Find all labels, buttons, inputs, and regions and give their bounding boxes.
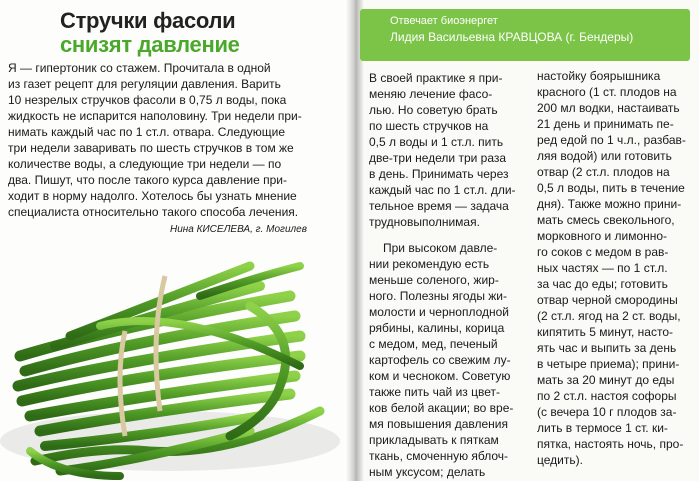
answer-line: го соков с медом в рав-	[537, 245, 669, 259]
letter-line: жидкость не испарится наполовину. Три недели при-	[8, 109, 302, 123]
answer-column-2	[537, 68, 689, 468]
answer-line: в четыре приема); прини-	[537, 357, 680, 371]
letter-line: специалиста относительно такого способа лечения.	[8, 205, 299, 219]
answer-line: ным уксусом; делать	[369, 465, 486, 479]
answer-line: картофель со свежим лу-	[369, 353, 511, 367]
answer-line: мя повышения давления	[369, 417, 508, 431]
answer-line: ков белой акации; во вре-	[369, 401, 514, 415]
page-gutter	[346, 0, 364, 481]
answer-line: лить в термосе 1 ст. ки-	[537, 421, 668, 435]
answer-line: ред едой по 1 ч.л., разбав-	[537, 133, 686, 147]
answer-line: молости и черноплодной	[369, 305, 509, 319]
letter-signature: Нина КИСЕЛЕВА, г. Могилев	[170, 224, 307, 235]
green-beans-photo	[0, 236, 345, 481]
answer-line: ком и чесноком. Советую	[369, 369, 511, 383]
answer-line: пятка, настоять ночь, про-	[537, 437, 684, 451]
answer-line: меняю лечение фасо-	[369, 87, 493, 101]
answer-line: мать смесь свекольного,	[537, 213, 675, 227]
answer-line: (с вечера 10 г плодов за-	[537, 405, 677, 419]
answer-line: дня). Также можно прини-	[537, 197, 682, 211]
answer-line: прикладывать к пяткам	[369, 433, 499, 447]
answer-line: ных частях — по 1 ст.л.	[537, 261, 668, 275]
letter-line: два. Пишут, что после такого курса давление при-	[8, 173, 287, 187]
letter-line: Я — гипертоник со стажем. Прочитала в одной	[8, 61, 271, 75]
answer-line: рябины, калины, корица	[369, 321, 505, 335]
answer-column-1	[369, 70, 521, 480]
answer-line: также пить чай из цвет-	[369, 385, 500, 399]
expert-name: Лидия Васильевна КРАВЦОВА (г. Бендеры)	[390, 30, 634, 44]
answer-line: (2 ст.л. ягод на 2 ст. воды,	[537, 309, 681, 323]
answer-line: 21 день и принимать пе-	[537, 117, 674, 131]
answer-line: 0,5 л воды, пить в течение	[537, 181, 685, 195]
answer-line: в день. Принимать через	[369, 167, 509, 181]
answer-line: по шесть стручков на	[369, 119, 489, 133]
answer-line: отвар черной смородины	[537, 293, 678, 307]
answer-line: за час до еды; готовить	[537, 277, 668, 291]
letter-line: 10 незрелых стручков фасоли в 0,75 л воды, пока	[8, 93, 287, 107]
answer-line: ять час и выпить за день	[537, 341, 677, 355]
answer-line: ного. Полезны ягоды жи-	[369, 289, 507, 303]
article-title-line1: Стручки фасоли	[60, 8, 236, 33]
letter-line: из газет рецепт для регуляции давления. Варить	[8, 77, 281, 91]
letter-line: нимать каждый час по 1 ст.л. отвара. Следующие	[8, 125, 286, 139]
answer-line: отвар (2 ст.л. плодов на	[537, 165, 670, 179]
answer-line: нии рекомендую есть	[369, 257, 490, 271]
answer-line: 0,5 л воды и 1 ст.л. пить	[369, 135, 504, 149]
answer-line: кипятить 5 минут, насто-	[537, 325, 673, 339]
letter-line: ходит в норму надолго. Хотелось бы узнать мнение	[8, 189, 297, 203]
answer-line: В своей практике я при-	[369, 71, 503, 85]
answer-line: морковного и лимонно-	[537, 229, 668, 243]
answer-line: по 2 ст.л. настоя софоры	[537, 389, 677, 403]
answer-line: с медом, мед, печеный	[369, 337, 498, 351]
answer-line: При высоком давле-	[383, 241, 498, 255]
article-title-line2: снизят давление	[60, 32, 240, 57]
answer-line: две-три недели три раза	[369, 151, 507, 165]
answer-line: цедить).	[537, 453, 583, 467]
answer-line: ткань, смоченную яблоч-	[369, 449, 509, 463]
answer-line	[369, 230, 521, 240]
answer-line: красного (1 ст. плодов на	[537, 85, 677, 99]
answer-line: лью. Но советую брать	[369, 103, 498, 117]
answer-line: каждый час по 1 ст.л. дли-	[369, 183, 516, 197]
answer-line: тельное время — задача	[369, 199, 509, 213]
answer-line: ляя водой) или готовить	[537, 149, 672, 163]
reader-letter	[8, 60, 330, 220]
answer-line: настойку боярышника	[537, 69, 661, 83]
letter-line: количестве воды, а следующие три недели — по	[8, 157, 282, 171]
answer-line: 200 мл водки, настаивать	[537, 101, 680, 115]
expert-role: Отвечает биоэнергет	[390, 15, 498, 27]
answer-line: мать за 20 минут до еды	[537, 373, 675, 387]
letter-line: три недели заваривать по шесть стручков в том же	[8, 141, 294, 155]
answer-line: меньше соленого, жир-	[369, 273, 499, 287]
answer-line: трудновыполнимая.	[369, 215, 480, 229]
